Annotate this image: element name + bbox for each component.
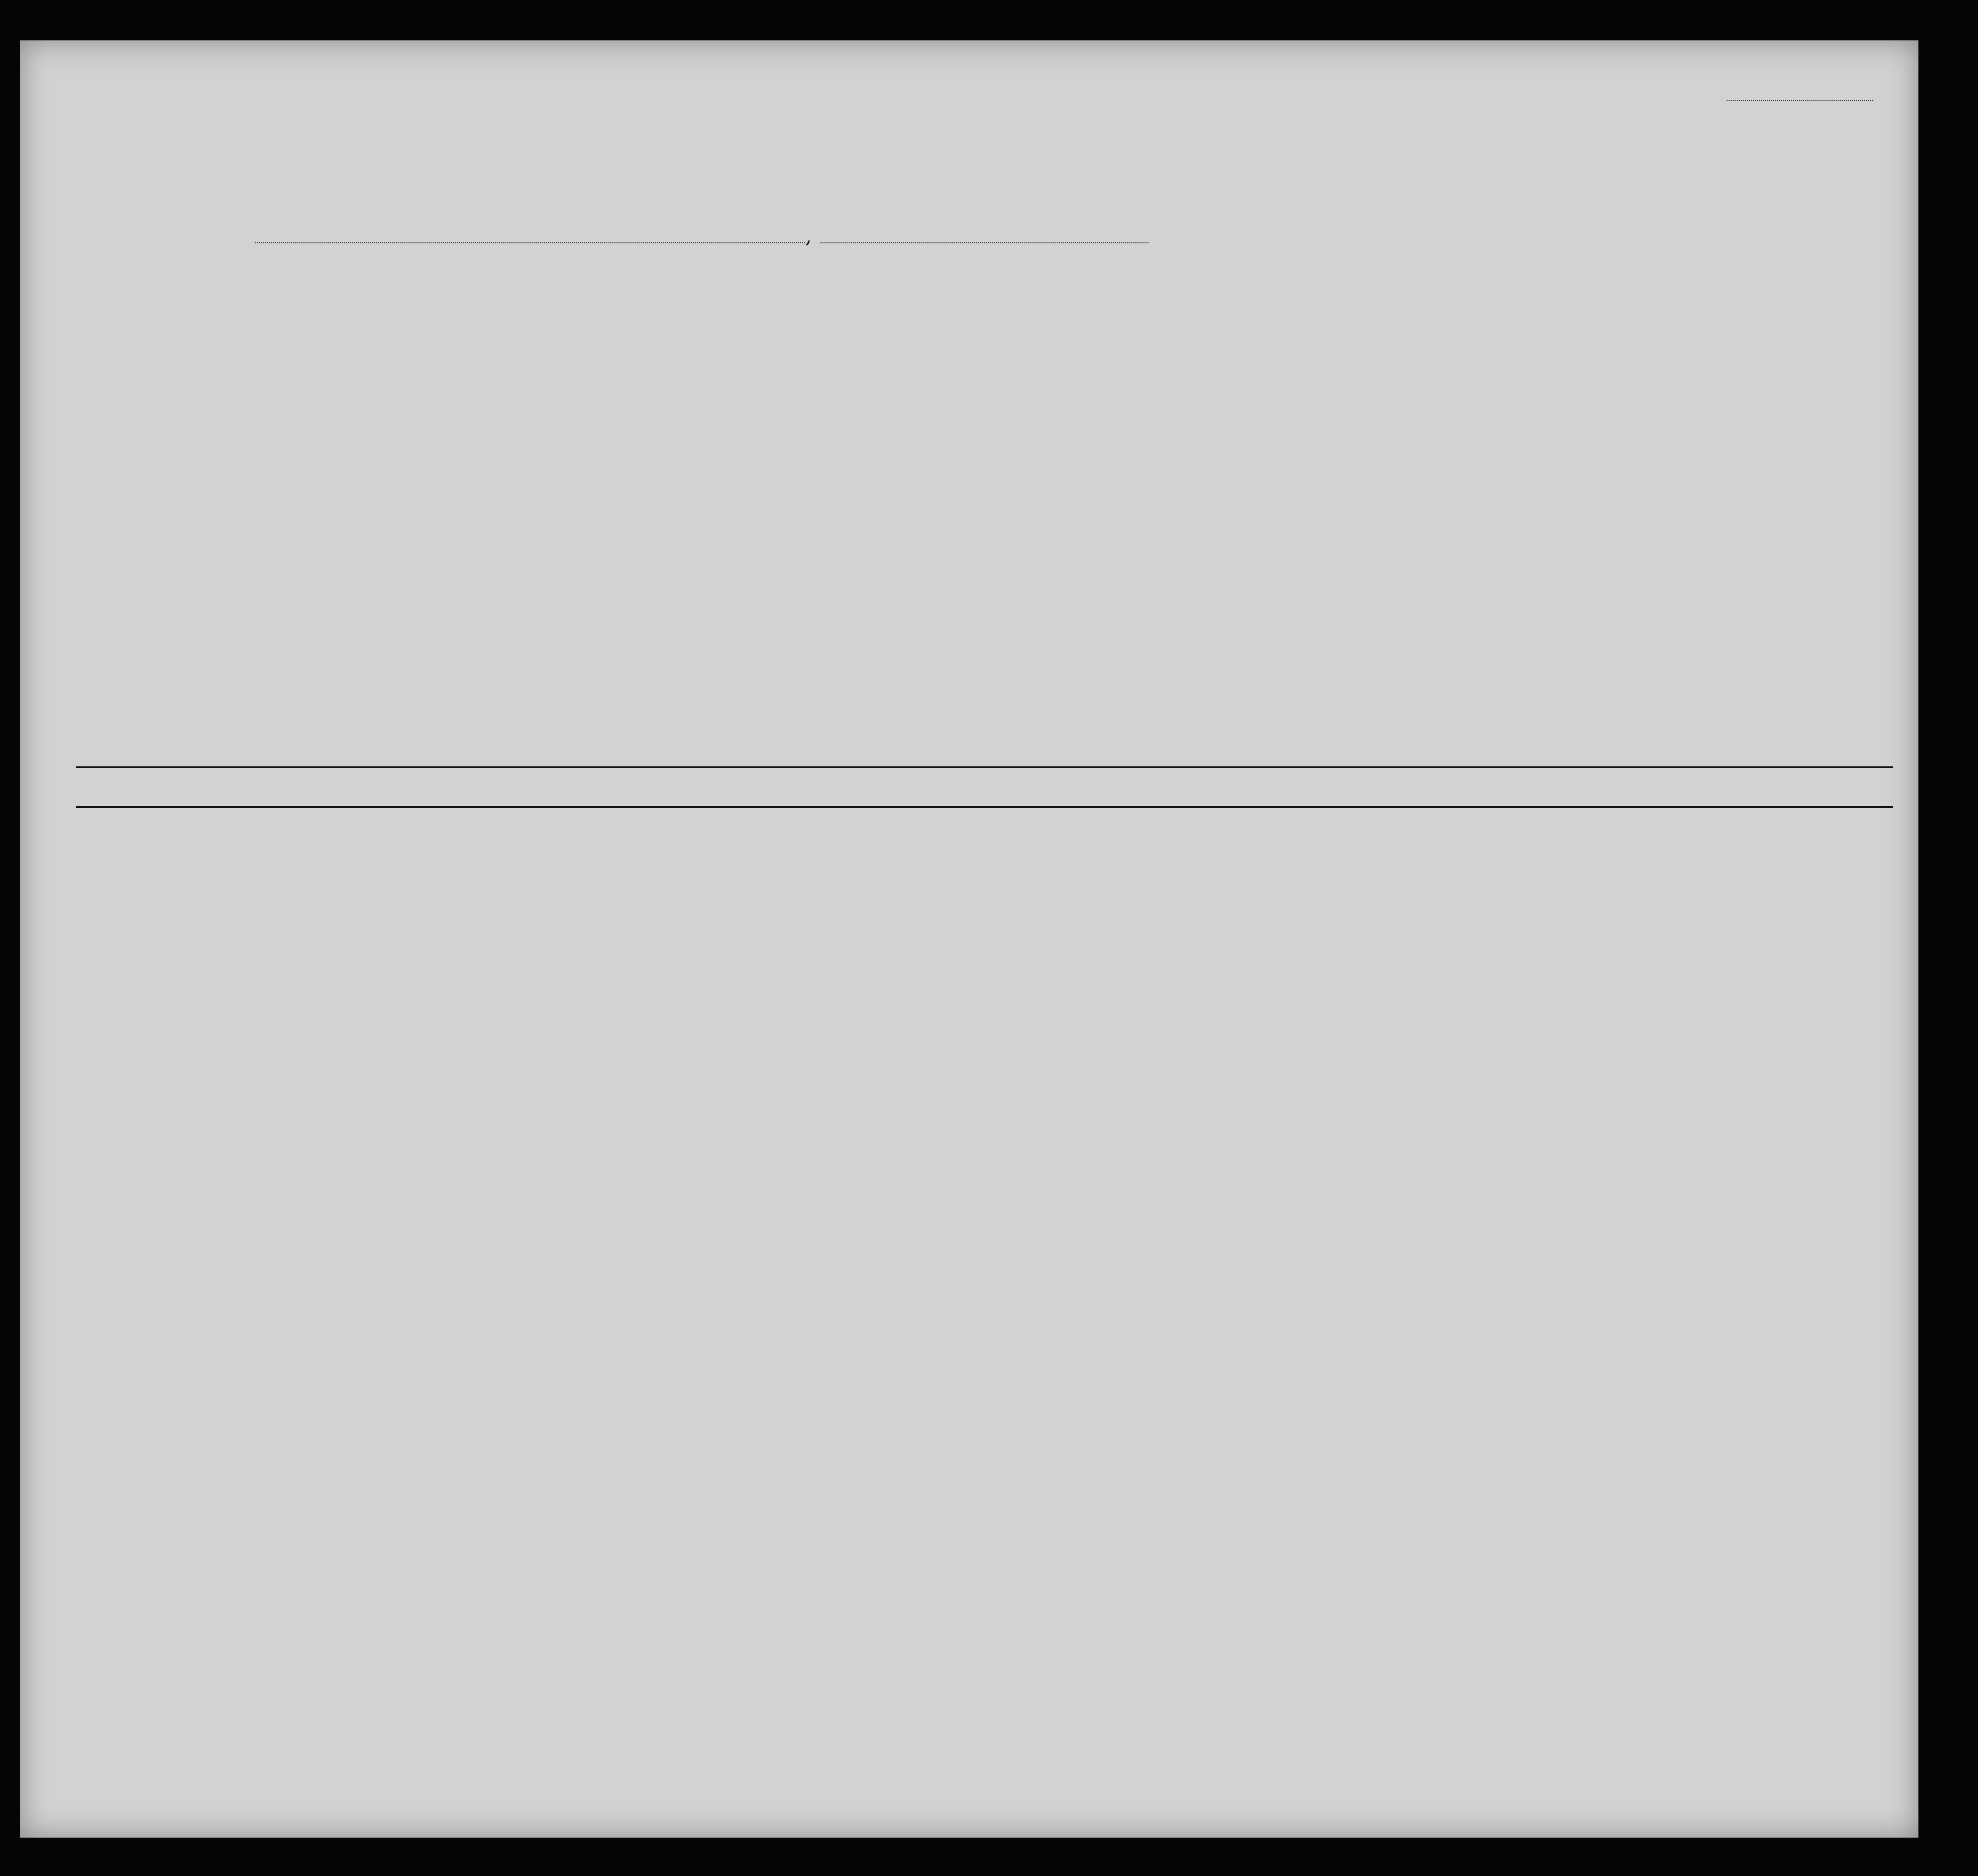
- comma: ,: [805, 225, 812, 248]
- strike-line-row8: [76, 806, 1893, 808]
- strike-line-row7: [76, 766, 1893, 768]
- manifest-sheet: [20, 40, 1918, 1838]
- table-grid: [20, 40, 1918, 1838]
